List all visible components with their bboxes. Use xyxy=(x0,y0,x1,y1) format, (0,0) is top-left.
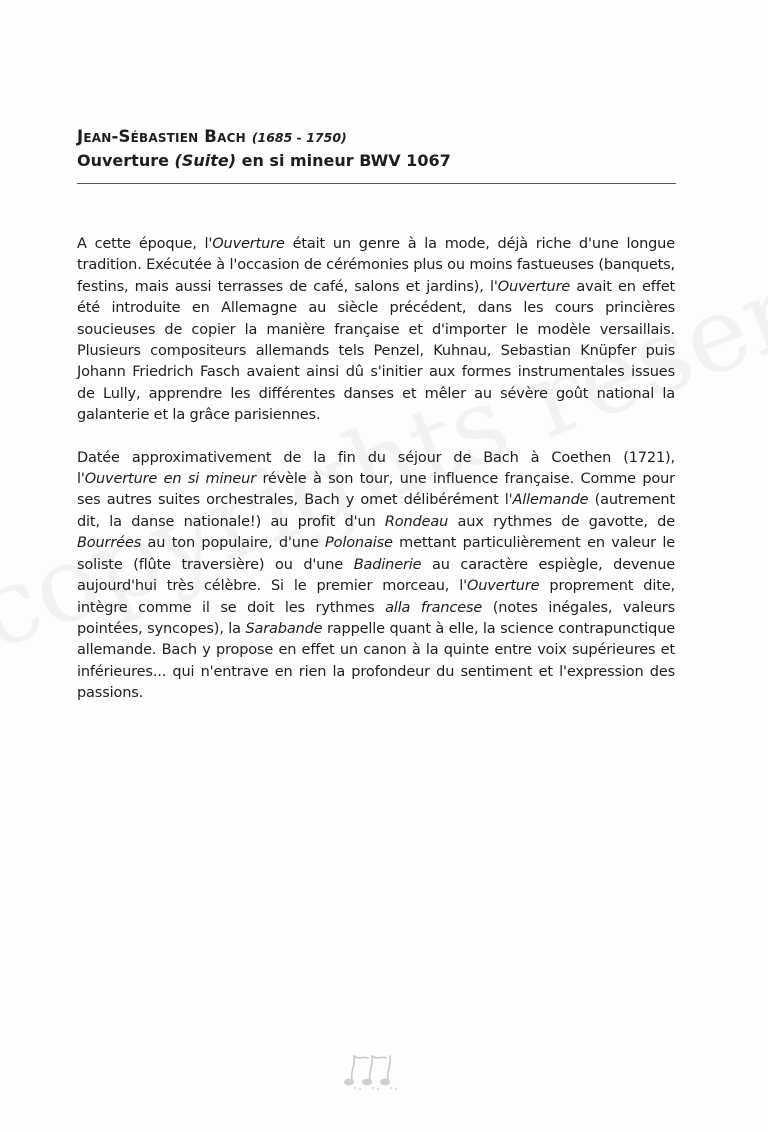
p2-italic-5: Polonaise xyxy=(325,535,393,552)
work-title-part-1: Ouverture xyxy=(77,151,175,170)
p2-italic-9: Sarabande xyxy=(245,620,323,637)
p1-italic-2: Ouverture xyxy=(497,278,571,295)
work-title-suite: (Suite) xyxy=(174,151,237,170)
p2-italic-4: Bourrées xyxy=(77,535,142,552)
p2-italic-8: alla francese xyxy=(385,599,483,616)
p2-italic-6: Badinerie xyxy=(353,556,422,573)
header-divider xyxy=(77,183,676,184)
p2-text-2: révèle à son tour, une influence française. Comme pour ses autres suites orchestrales, Bach y omet délibérément l' xyxy=(77,471,675,509)
article-body xyxy=(77,234,675,726)
music-notes-ornament-icon xyxy=(338,1050,418,1094)
p2-text-5: au ton populaire, d'une xyxy=(141,535,326,552)
work-title xyxy=(77,149,677,173)
p2-text-8: proprement dite, intègre comme il se doit les rythmes xyxy=(77,578,675,616)
p1-text-3: avait en effet été introduite en Allemagne au siècle précédent, dans les cours princières soucieuses de copier la manière française et d'importer le modèle versaillais. Plusieurs compositeurs allemands tels Penzel, Kuhnau, Sebastian Knüpfer puis Johann Friedrich Fasch avaient ainsi dû s'initier aux formes instrumentales issues de Lully, apprendre les différentes danses et mêler au sévère goût national la galanterie et la grâce parisiennes. xyxy=(77,278,676,424)
work-title-part-2: en si mineur BWV 1067 xyxy=(236,151,451,170)
p1-italic-1: Ouverture xyxy=(212,236,285,252)
p1-text-2: était un genre à la mode, déjà riche d'une longue tradition. Exécutée à l'occasion de cérémonies plus ou moins fastueuses (banquets, festins, mais aussi terrasses de café, salons et jardins), l' xyxy=(77,236,675,295)
p2-text-7: au caractère espiègle, devenue aujourd'hui très célèbre. Si le premier morceau, l' xyxy=(77,556,676,595)
p2-text-6: mettant particulièrement en valeur le soliste (flûte traversière) ou d'une xyxy=(77,535,675,573)
paragraph-1 xyxy=(77,234,675,427)
p1-text-1: A cette époque, l' xyxy=(77,236,213,252)
p2-italic-1: Ouverture en si mineur xyxy=(84,471,257,488)
p2-text-1: Datée approximativement de la fin du séjour de Bach à Coethen (1721), l' xyxy=(77,449,675,488)
p2-italic-7: Ouverture xyxy=(466,578,540,595)
paragraph-2 xyxy=(77,448,675,705)
p2-italic-2: Allemande xyxy=(512,492,589,509)
composer-dates: (1685 - 1750) xyxy=(251,130,347,145)
p2-text-4: aux rythmes de gavotte, de xyxy=(448,513,675,530)
page-header xyxy=(77,126,677,173)
p2-text-9: (notes inégales, valeurs pointées, syncopes), la xyxy=(77,599,676,637)
composer-name: Jean-Sébastien Bach xyxy=(77,127,246,146)
p2-text-10: rappelle quant à elle, la science contrapunctique allemande. Bach y propose en effet un canon à la quinte entre voix supérieures et inférieures... qui n'entrave en rien la profondeur du sentiment et l'expression des passions. xyxy=(77,620,676,702)
p2-text-3: (autrement dit, la danse nationale!) au profit d'un xyxy=(77,492,675,530)
p2-italic-3: Rondeau xyxy=(384,513,449,530)
composer-line xyxy=(77,126,677,149)
